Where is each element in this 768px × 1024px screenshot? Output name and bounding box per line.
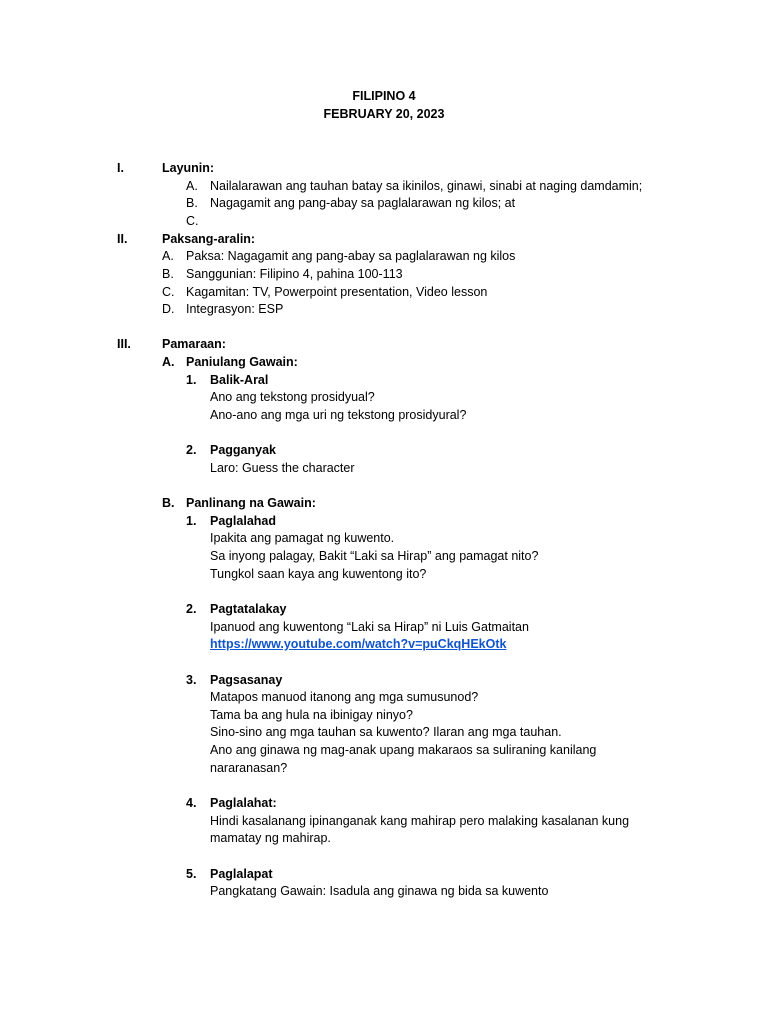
part-marker: B. (162, 496, 175, 510)
section-title-pamaraan: Pamaraan: (162, 337, 226, 351)
step-line: nararanasan? (210, 761, 288, 775)
list-item: Paksa: Nagagamit ang pang-abay sa paglalarawan ng kilos (186, 249, 516, 263)
list-marker: B. (186, 196, 198, 210)
step-number: 2. (186, 443, 197, 457)
step-number: 4. (186, 796, 197, 810)
step-line: Tungkol saan kaya ang kuwentong ito? (210, 567, 427, 581)
step-title: Pagganyak (210, 443, 277, 457)
step-line: Tama ba ang hula na ibinigay ninyo? (210, 708, 413, 722)
step-line: Hindi kasalanang ipinanganak kang mahirap pero malaking kasalanan kung (210, 814, 630, 828)
step-number: 2. (186, 602, 197, 616)
part-title-panlinang-na-gawain: Panlinang na Gawain: (186, 496, 316, 510)
date-title: FEBRUARY 20, 2023 (323, 107, 445, 121)
list-marker: C. (186, 214, 199, 228)
youtube-link[interactable]: https://www.youtube.com/watch?v=puCkqHEkOtk (210, 637, 507, 651)
step-line: Matapos manuod itanong ang mga sumusunod? (210, 690, 479, 704)
section-numeral: III. (117, 337, 131, 351)
step-line: Ipakita ang pamagat ng kuwento. (210, 531, 395, 545)
subject-title: FILIPINO 4 (352, 89, 416, 103)
list-marker: C. (162, 285, 175, 299)
step-line: Sino-sino ang mga tauhan sa kuwento? Ilaran ang mga tauhan. (210, 725, 562, 739)
section-numeral: II. (117, 232, 128, 246)
step-number: 5. (186, 867, 197, 881)
step-title: Paglalahad (210, 514, 276, 528)
step-line: Ano ang ginawa ng mag-anak upang makaraos sa suliraning kanilang (210, 743, 597, 757)
list-marker: D. (162, 302, 175, 316)
list-item: Sanggunian: Filipino 4, pahina 100-113 (186, 267, 403, 281)
step-line: Laro: Guess the character (210, 461, 355, 475)
list-marker: B. (162, 267, 174, 281)
section-title-layunin: Layunin: (162, 161, 215, 175)
step-line: mamatay ng mahirap. (210, 831, 331, 845)
list-marker: A. (162, 249, 174, 263)
list-item: Nagagamit ang pang-abay sa paglalarawan ng kilos; at (210, 196, 516, 210)
step-title: Pagtatalakay (210, 602, 287, 616)
step-title: Paglalahat: (210, 796, 277, 810)
step-line: Pangkatang Gawain: Isadula ang ginawa ng bida sa kuwento (210, 884, 549, 898)
part-title-paniulang-gawain: Paniulang Gawain: (186, 355, 298, 369)
step-title: Pagsasanay (210, 673, 283, 687)
step-number: 1. (186, 373, 197, 387)
step-title: Paglalapat (210, 867, 273, 881)
section-title-paksang-aralin: Paksang-aralin: (162, 232, 256, 246)
section-numeral: I. (117, 161, 124, 175)
step-line: Sa inyong palagay, Bakit “Laki sa Hirap” ang pamagat nito? (210, 549, 539, 563)
list-item: Nailalarawan ang tauhan batay sa ikinilos, ginawi, sinabi at naging damdamin; (210, 179, 643, 193)
list-item: Integrasyon: ESP (186, 302, 284, 316)
list-item: Kagamitan: TV, Powerpoint presentation, Video lesson (186, 285, 488, 299)
step-line: Ipanuod ang kuwentong “Laki sa Hirap” ni Luis Gatmaitan (210, 620, 529, 634)
step-number: 3. (186, 673, 197, 687)
list-marker: A. (186, 179, 198, 193)
step-line: Ano ang tekstong prosidyual? (210, 390, 375, 404)
step-number: 1. (186, 514, 197, 528)
part-marker: A. (162, 355, 175, 369)
step-line: Ano-ano ang mga uri ng tekstong prosidyural? (210, 408, 467, 422)
step-title: Balik-Aral (210, 373, 269, 387)
